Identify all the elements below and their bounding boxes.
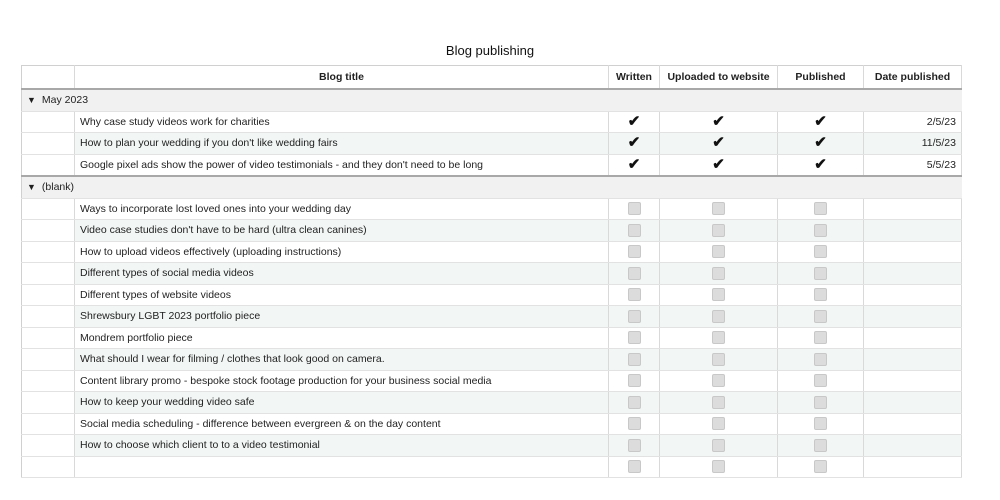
checkbox-unchecked[interactable]	[712, 331, 725, 344]
written-cell[interactable]	[609, 370, 660, 392]
date-published-cell[interactable]	[864, 370, 962, 392]
published-cell[interactable]	[778, 111, 864, 133]
table-row[interactable]	[22, 220, 962, 242]
table-row[interactable]	[22, 349, 962, 371]
date-published-cell[interactable]	[864, 220, 962, 242]
checkbox-unchecked[interactable]	[712, 439, 725, 452]
checkbox-unchecked[interactable]	[628, 331, 641, 344]
row-spacer	[22, 456, 75, 478]
published-cell[interactable]	[778, 154, 864, 176]
written-cell[interactable]	[609, 413, 660, 435]
table-row[interactable]	[22, 306, 962, 328]
written-cell[interactable]	[609, 154, 660, 176]
checkbox-unchecked[interactable]	[814, 224, 827, 237]
checkbox-unchecked[interactable]	[814, 267, 827, 280]
table-row[interactable]	[22, 435, 962, 457]
checkbox-unchecked[interactable]	[712, 288, 725, 301]
checkbox-unchecked[interactable]	[814, 310, 827, 323]
blog-title-cell[interactable]: Why case study videos work for charities	[75, 111, 609, 133]
published-cell[interactable]	[778, 413, 864, 435]
blog-title-cell[interactable]: Shrewsbury LGBT 2023 portfolio piece	[75, 306, 609, 328]
date-published-cell[interactable]: 5/5/23	[864, 154, 962, 176]
blog-title-cell[interactable]: How to keep your wedding video safe	[75, 392, 609, 414]
checkmark-icon[interactable]: ✔	[814, 134, 827, 152]
checkbox-unchecked[interactable]	[628, 224, 641, 237]
checkbox-unchecked[interactable]	[712, 417, 725, 430]
date-published-cell[interactable]	[864, 349, 962, 371]
table-row[interactable]	[22, 241, 962, 263]
uploaded-cell[interactable]	[660, 456, 778, 478]
written-cell[interactable]	[609, 456, 660, 478]
published-cell[interactable]	[778, 327, 864, 349]
row-spacer	[22, 392, 75, 414]
date-published-cell[interactable]	[864, 392, 962, 414]
blog-title-cell[interactable]: Content library promo - bespoke stock footage production for your business social media	[75, 370, 609, 392]
row-spacer	[22, 349, 75, 371]
published-cell[interactable]	[778, 456, 864, 478]
written-cell[interactable]	[609, 306, 660, 328]
table-row[interactable]	[22, 111, 962, 133]
published-cell[interactable]	[778, 306, 864, 328]
checkbox-unchecked[interactable]	[628, 202, 641, 215]
checkbox-unchecked[interactable]	[712, 353, 725, 366]
checkbox-unchecked[interactable]	[712, 374, 725, 387]
uploaded-cell[interactable]	[660, 133, 778, 155]
checkbox-unchecked[interactable]	[712, 396, 725, 409]
checkbox-unchecked[interactable]	[628, 374, 641, 387]
group-row[interactable]	[22, 176, 962, 198]
published-cell[interactable]	[778, 284, 864, 306]
blog-title-cell[interactable]: Video case studies don't have to be hard (ultra clean canines)	[75, 220, 609, 242]
written-cell[interactable]	[609, 241, 660, 263]
checkbox-unchecked[interactable]	[814, 396, 827, 409]
checkbox-unchecked[interactable]	[712, 245, 725, 258]
table-body	[22, 89, 962, 478]
checkbox-unchecked[interactable]	[628, 245, 641, 258]
date-published-cell[interactable]: 2/5/23	[864, 111, 962, 133]
written-cell[interactable]	[609, 220, 660, 242]
blog-title-cell[interactable]: Ways to incorporate lost loved ones into your wedding day	[75, 198, 609, 220]
row-spacer	[22, 154, 75, 176]
checkmark-icon[interactable]: ✔	[712, 155, 725, 173]
header-spacer	[22, 66, 75, 90]
table-row[interactable]	[22, 284, 962, 306]
collapse-triangle-icon[interactable]: ▼	[27, 182, 36, 193]
uploaded-cell[interactable]	[660, 263, 778, 285]
row-spacer	[22, 133, 75, 155]
uploaded-cell[interactable]	[660, 349, 778, 371]
published-cell[interactable]	[778, 370, 864, 392]
checkbox-unchecked[interactable]	[628, 310, 641, 323]
table-row[interactable]	[22, 392, 962, 414]
row-spacer	[22, 111, 75, 133]
row-spacer	[22, 327, 75, 349]
uploaded-cell[interactable]	[660, 241, 778, 263]
date-published-cell[interactable]	[864, 241, 962, 263]
checkbox-unchecked[interactable]	[814, 353, 827, 366]
checkbox-unchecked[interactable]	[712, 202, 725, 215]
blog-title-cell[interactable]: How to plan your wedding if you don't like wedding fairs	[75, 133, 609, 155]
uploaded-cell[interactable]	[660, 284, 778, 306]
date-published-cell[interactable]	[864, 306, 962, 328]
checkmark-icon[interactable]: ✔	[627, 134, 641, 152]
checkbox-unchecked[interactable]	[628, 439, 641, 452]
blog-title-cell[interactable]: Google pixel ads show the power of video testimonials - and they don't need to be long	[75, 154, 609, 176]
uploaded-cell[interactable]	[660, 111, 778, 133]
checkbox-unchecked[interactable]	[628, 417, 641, 430]
table-row[interactable]	[22, 198, 962, 220]
published-cell[interactable]	[778, 392, 864, 414]
published-cell[interactable]	[778, 435, 864, 457]
header-blog-title[interactable]: Blog title	[75, 66, 609, 90]
checkbox-unchecked[interactable]	[712, 460, 725, 473]
table-title: Blog publishing	[445, 43, 535, 58]
uploaded-cell[interactable]	[660, 198, 778, 220]
table-row[interactable]	[22, 413, 962, 435]
checkbox-unchecked[interactable]	[814, 202, 827, 215]
date-published-cell[interactable]	[864, 284, 962, 306]
uploaded-cell[interactable]	[660, 154, 778, 176]
uploaded-cell[interactable]	[660, 220, 778, 242]
uploaded-cell[interactable]	[660, 413, 778, 435]
uploaded-cell[interactable]	[660, 370, 778, 392]
checkmark-icon[interactable]: ✔	[814, 112, 827, 130]
checkbox-unchecked[interactable]	[814, 374, 827, 387]
published-cell[interactable]	[778, 198, 864, 220]
uploaded-cell[interactable]	[660, 435, 778, 457]
row-spacer	[22, 306, 75, 328]
header-written[interactable]: Written	[609, 66, 660, 90]
uploaded-cell[interactable]	[660, 327, 778, 349]
date-published-cell[interactable]	[864, 327, 962, 349]
checkbox-unchecked[interactable]	[628, 396, 641, 409]
checkbox-unchecked[interactable]	[814, 460, 827, 473]
date-published-cell[interactable]	[864, 198, 962, 220]
checkbox-unchecked[interactable]	[814, 417, 827, 430]
blog-title-cell[interactable]: Mondrem portfolio piece	[75, 327, 609, 349]
published-cell[interactable]	[778, 133, 864, 155]
written-cell[interactable]	[609, 284, 660, 306]
date-published-cell[interactable]	[864, 456, 962, 478]
published-cell[interactable]	[778, 241, 864, 263]
table-row[interactable]	[22, 327, 962, 349]
table-row[interactable]	[22, 263, 962, 285]
row-spacer	[22, 198, 75, 220]
written-cell[interactable]	[609, 435, 660, 457]
checkbox-unchecked[interactable]	[628, 353, 641, 366]
written-cell[interactable]	[609, 327, 660, 349]
checkmark-icon[interactable]: ✔	[712, 134, 725, 152]
row-spacer	[22, 435, 75, 457]
blog-title-cell[interactable]: Social media scheduling - difference between evergreen & on the day content	[75, 413, 609, 435]
written-cell[interactable]	[609, 392, 660, 414]
checkbox-unchecked[interactable]	[628, 267, 641, 280]
checkbox-unchecked[interactable]	[628, 460, 641, 473]
group-header[interactable]	[22, 176, 962, 198]
blog-title-cell[interactable]: Different types of social media videos	[75, 263, 609, 285]
written-cell[interactable]	[609, 111, 660, 133]
table-row[interactable]	[22, 456, 962, 478]
uploaded-cell[interactable]	[660, 306, 778, 328]
group-row[interactable]	[22, 89, 962, 111]
header-uploaded[interactable]: Uploaded to website	[660, 66, 778, 90]
blog-table	[21, 65, 962, 478]
written-cell[interactable]	[609, 133, 660, 155]
checkbox-unchecked[interactable]	[712, 267, 725, 280]
table-row[interactable]	[22, 154, 962, 176]
uploaded-cell[interactable]	[660, 392, 778, 414]
checkbox-unchecked[interactable]	[712, 310, 725, 323]
blog-title-cell[interactable]	[75, 456, 609, 478]
header-published[interactable]: Published	[778, 66, 864, 90]
row-spacer	[22, 241, 75, 263]
checkbox-unchecked[interactable]	[628, 288, 641, 301]
collapse-triangle-icon[interactable]: ▼	[27, 95, 36, 106]
published-cell[interactable]	[778, 263, 864, 285]
checkmark-icon[interactable]: ✔	[627, 112, 641, 130]
table-row[interactable]	[22, 370, 962, 392]
checkbox-unchecked[interactable]	[814, 288, 827, 301]
checkmark-icon[interactable]: ✔	[627, 155, 641, 173]
checkbox-unchecked[interactable]	[814, 245, 827, 258]
row-spacer	[22, 413, 75, 435]
checkbox-unchecked[interactable]	[814, 439, 827, 452]
row-spacer	[22, 220, 75, 242]
checkmark-icon[interactable]: ✔	[814, 155, 827, 173]
header-date-published[interactable]: Date published	[864, 66, 962, 90]
header-row	[22, 66, 962, 90]
group-label: (blank)	[41, 181, 75, 194]
published-cell[interactable]	[778, 220, 864, 242]
row-spacer	[22, 284, 75, 306]
blog-title-cell[interactable]: How to choose which client to to a video testimonial	[75, 435, 609, 457]
published-cell[interactable]	[778, 349, 864, 371]
date-published-cell[interactable]	[864, 413, 962, 435]
checkbox-unchecked[interactable]	[814, 331, 827, 344]
row-spacer	[22, 370, 75, 392]
checkbox-unchecked[interactable]	[712, 224, 725, 237]
written-cell[interactable]	[609, 198, 660, 220]
blog-title-cell[interactable]: Different types of website videos	[75, 284, 609, 306]
checkmark-icon[interactable]: ✔	[712, 112, 725, 130]
row-spacer	[22, 263, 75, 285]
written-cell[interactable]	[609, 349, 660, 371]
blog-title-cell[interactable]: How to upload videos effectively (uploading instructions)	[75, 241, 609, 263]
written-cell[interactable]	[609, 263, 660, 285]
group-label: May 2023	[41, 94, 89, 107]
date-published-cell[interactable]	[864, 435, 962, 457]
table-row[interactable]	[22, 133, 962, 155]
blog-title-cell[interactable]: What should I wear for filming / clothes that look good on camera.	[75, 349, 609, 371]
date-published-cell[interactable]	[864, 263, 962, 285]
date-published-cell[interactable]: 11/5/23	[864, 133, 962, 155]
group-header[interactable]	[22, 89, 962, 111]
